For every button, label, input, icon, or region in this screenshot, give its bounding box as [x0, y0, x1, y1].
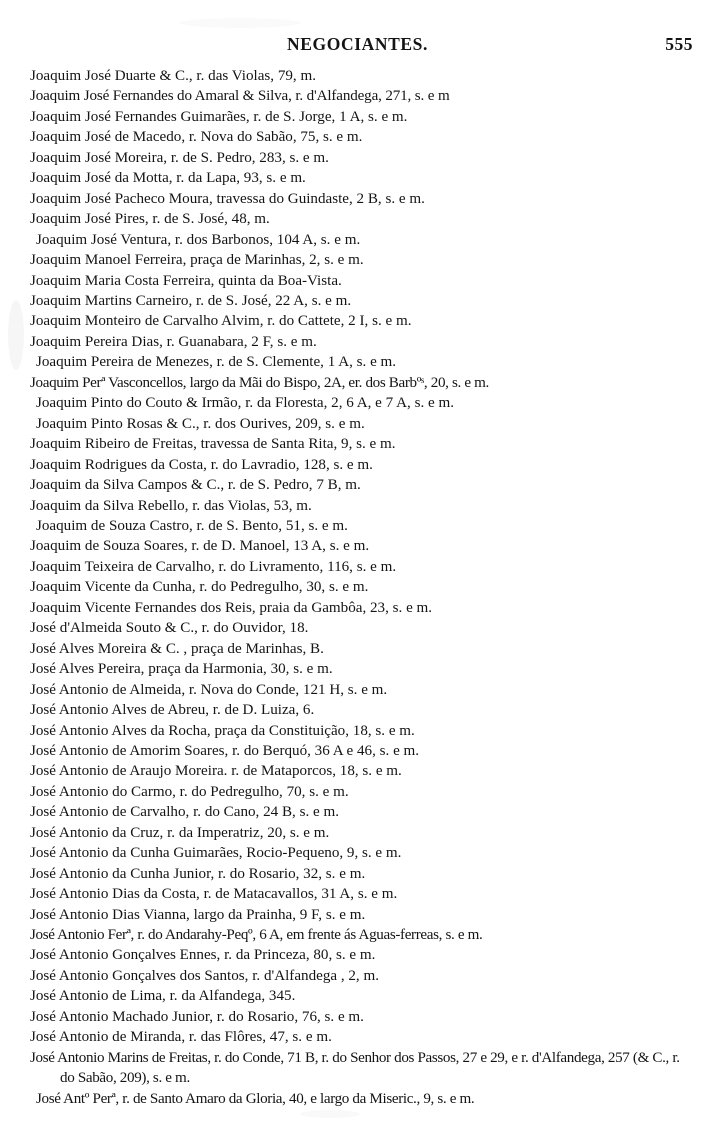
list-item: Joaquim Rodrigues da Costa, r. do Lavradio, 128, s. e m.	[30, 456, 373, 473]
list-item: Joaquim Perª Vasconcellos, largo da Mãi do Bispo, 2A, er. dos Barbºˢ, 20, s. e m.	[30, 374, 489, 391]
list-item: Joaquim Manoel Ferreira, praça de Marinhas, 2, s. e m.	[30, 252, 364, 269]
list-item: José Antonio Dias Vianna, largo da Prainha, 9 F, s. e m.	[30, 906, 366, 923]
list-item: José Antonio de Amorim Soares, r. do Berquó, 36 A e 46, s. e m.	[30, 742, 420, 759]
list-item: Joaquim José da Motta, r. da Lapa, 93, s. e m.	[30, 170, 306, 187]
list-item: José Antonio de Lima, r. da Alfandega, 345.	[30, 988, 296, 1005]
list-item: Joaquim Teixeira de Carvalho, r. do Livramento, 116, s. e m.	[30, 558, 397, 575]
paper-smudge	[8, 300, 24, 370]
list-item: José Alves Pereira, praça da Harmonia, 30, s. e m.	[30, 661, 333, 678]
list-item: José Antonio Ferª, r. do Andarahy-Peqº, 6 A, em frente ás Aguas-ferreas, s. e m.	[30, 927, 483, 944]
list-item: Joaquim José Moreira, r. de S. Pedro, 283, s. e m.	[30, 149, 329, 166]
list-item: José Antonio da Cruz, r. da Imperatriz, 20, s. e m.	[30, 824, 330, 841]
list-item: Joaquim Pinto Rosas & C., r. dos Ourives, 209, s. e m.	[36, 415, 365, 432]
list-item: José Antonio Marins de Freitas, r. do Conde, 71 B, r. do Senhor dos Passos, 27 e 29, e r. d'Alfandega, 257 (& C., r. do Sabão, 209), s. e m.	[30, 1049, 680, 1087]
paper-smudge	[300, 1110, 360, 1118]
list-item: Joaquim Pereira de Menezes, r. de S. Clemente, 1 A, s. e m.	[36, 354, 397, 371]
list-item: Joaquim José de Macedo, r. Nova do Sabão, 75, s. e m.	[30, 129, 363, 146]
page-title: NEGOCIANTES.	[287, 34, 428, 54]
list-item: José Antonio Gonçalves Ennes, r. da Princeza, 80, s. e m.	[30, 947, 376, 964]
directory-entry-list	[30, 66, 695, 1109]
list-item: José d'Almeida Souto & C., r. do Ouvidor, 18.	[30, 620, 309, 637]
list-item: Joaquim José Fernandes Guimarães, r. de S. Jorge, 1 A, s. e m.	[30, 108, 408, 125]
list-item: José Antonio de Almeida, r. Nova do Conde, 121 H, s. e m.	[30, 681, 388, 698]
list-item: Joaquim Vicente da Cunha, r. do Pedregulho, 30, s. e m.	[30, 579, 369, 596]
paper-smudge	[180, 18, 300, 28]
list-item: Joaquim Monteiro de Carvalho Alvim, r. do Cattete, 2 I, s. e m.	[30, 313, 412, 330]
list-item: José Antonio da Cunha Junior, r. do Rosario, 32, s. e m.	[30, 865, 366, 882]
list-item: José Antonio Dias da Costa, r. de Matacavallos, 31 A, s. e m.	[30, 886, 398, 903]
list-item: José Antonio da Cunha Guimarães, Rocio-Pequeno, 9, s. e m.	[30, 845, 402, 862]
list-item: José Antonio de Carvalho, r. do Cano, 24 B, s. e m.	[30, 804, 339, 821]
list-item: José Alves Moreira & C. , praça de Marinhas, B.	[30, 640, 324, 657]
list-item: José Antº Perª, r. de Santo Amaro da Gloria, 40, e largo da Miseric., 9, s. e m.	[36, 1090, 475, 1107]
list-item: Joaquim da Silva Rebello, r. das Violas, 53, m.	[30, 497, 312, 514]
list-item: Joaquim Vicente Fernandes dos Reis, praia da Gambôa, 23, s. e m.	[30, 599, 433, 616]
list-item: José Antonio Alves de Abreu, r. de D. Luiza, 6.	[30, 702, 315, 719]
list-item: Joaquim José Pacheco Moura, travessa do Guindaste, 2 B, s. e m.	[30, 190, 425, 207]
list-item: Joaquim Maria Costa Ferreira, quinta da Boa-Vista.	[30, 272, 342, 289]
list-item: Joaquim Martins Carneiro, r. de S. José, 22 A, s. e m.	[30, 292, 352, 309]
list-item: Joaquim de Souza Soares, r. de D. Manoel, 13 A, s. e m.	[30, 538, 370, 555]
list-item: José Antonio Machado Junior, r. do Rosario, 76, s. e m.	[30, 1008, 364, 1025]
list-item: Joaquim José Ventura, r. dos Barbonos, 104 A, s. e m.	[36, 231, 361, 248]
list-item: Joaquim José Duarte & C., r. das Violas, 79, m.	[30, 68, 316, 84]
list-item: José Antonio Gonçalves dos Santos, r. d'Alfandega , 2, m.	[30, 967, 379, 984]
list-item: Joaquim José Fernandes do Amaral & Silva, r. d'Alfandega, 271, s. e m	[30, 88, 450, 105]
list-item: Joaquim de Souza Castro, r. de S. Bento, 51, s. e m.	[36, 517, 348, 534]
list-item: Joaquim Pinto do Couto & Irmão, r. da Floresta, 2, 6 A, e 7 A, s. e m.	[36, 395, 454, 412]
list-item: José Antonio do Carmo, r. do Pedregulho, 70, s. e m.	[30, 783, 349, 800]
page-header	[30, 34, 695, 64]
list-item: Joaquim José Pires, r. de S. José, 48, m.	[30, 211, 270, 228]
list-item: Joaquim da Silva Campos & C., r. de S. Pedro, 7 B, m.	[30, 477, 361, 494]
list-item: José Antonio Alves da Rocha, praça da Constituição, 18, s. e m.	[30, 722, 415, 739]
list-item: José Antonio de Araujo Moreira. r. de Mataporcos, 18, s. e m.	[30, 763, 402, 780]
list-item: José Antonio de Miranda, r. das Flôres, 47, s. e m.	[30, 1029, 332, 1046]
list-item: Joaquim Ribeiro de Freitas, travessa de Santa Rita, 9, s. e m.	[30, 436, 396, 453]
page-number: 555	[665, 34, 693, 54]
list-item: Joaquim Pereira Dias, r. Guanabara, 2 F, s. e m.	[30, 333, 317, 350]
